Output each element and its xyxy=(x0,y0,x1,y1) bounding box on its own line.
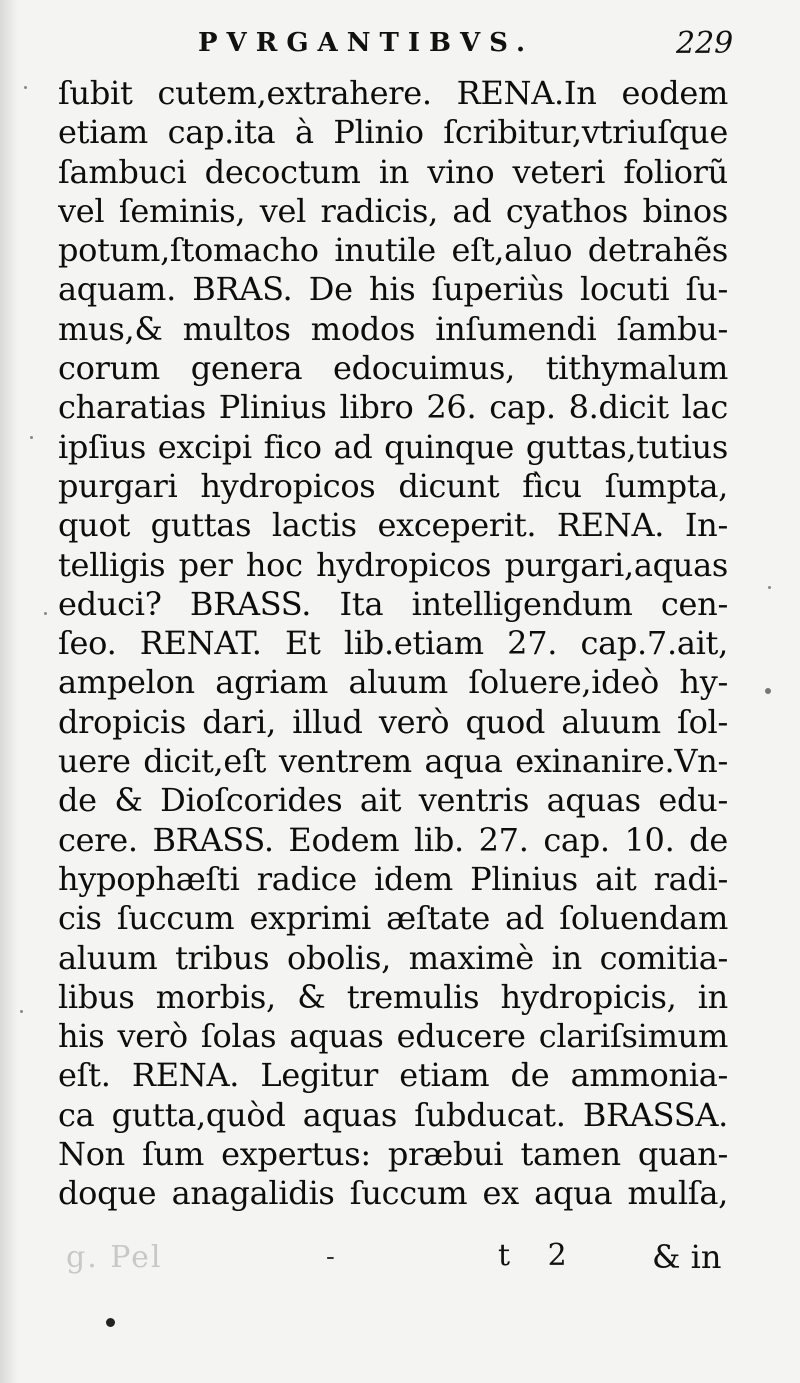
page-footer xyxy=(0,1236,800,1276)
text-line: libus morbis, & tremulis hydropicis, in xyxy=(58,977,728,1016)
text-line: dropicis dari, illud verò quod aluum ſol- xyxy=(58,702,728,741)
text-line: potum,ſtomacho inutile eſt,aluo detrahẽs xyxy=(58,231,728,270)
text-line: etiam cap.ita à Plinio ſcribitur,vtriuſque xyxy=(58,113,728,152)
text-line: uere dicit,eſt ventrem aqua exinanire.Vn- xyxy=(58,742,728,781)
text-line: vel ſeminis, vel radicis, ad cyathos binos xyxy=(58,191,728,230)
text-line: his verò ſolas aquas educere clariſsimum xyxy=(58,1017,728,1056)
page-header xyxy=(0,24,800,74)
ink-speck xyxy=(30,436,33,439)
text-line: eſt. RENA. Legitur etiam de ammonia- xyxy=(58,1056,728,1095)
text-line: educi? BRASS. Ita intelligendum cen- xyxy=(58,584,728,623)
text-line: cere. BRASS. Eodem lib. 27. cap. 10. de xyxy=(58,820,728,859)
text-line: ipſius excipi fico ad quinque guttas,tutius xyxy=(58,427,728,466)
text-line: Non ſum expertus: præbui tamen quan- xyxy=(58,1135,728,1174)
text-line: ſeo. RENAT. Et lib.etiam 27. cap.7.ait, xyxy=(58,624,728,663)
ink-speck xyxy=(20,1010,23,1013)
bleed-through-text: g. Pel xyxy=(66,1240,163,1275)
text-line: ca gutta,quòd aquas ſubducat. BRASSA. xyxy=(58,1095,728,1134)
text-line: purgari hydropicos dicunt fìcu ſumpta, xyxy=(58,466,728,505)
text-line: cis ſuccum exprimi æſtate ad ſoluendam xyxy=(58,899,728,938)
text-line: ampelon agriam aluum ſoluere,ideò hy- xyxy=(58,663,728,702)
footer-dash: - xyxy=(326,1242,335,1272)
ink-speck xyxy=(44,612,47,615)
body-text xyxy=(58,74,728,1214)
running-head: PVRGANTIBVS. xyxy=(198,28,535,58)
text-line: quot guttas lactis exceperit. RENA. In- xyxy=(58,506,728,545)
text-line: ſambuci decoctum in vino veteri foliorũ xyxy=(58,152,728,191)
ink-speck xyxy=(768,586,771,589)
text-line: corum genera edocuimus, tithymalum xyxy=(58,349,728,388)
ink-dot xyxy=(106,1318,115,1327)
text-line: doque anagalidis ſuccum ex aqua mulſa, xyxy=(58,1174,728,1213)
catchword: & in xyxy=(652,1238,722,1276)
text-line: aluum tribus obolis, maximè in comitia- xyxy=(58,938,728,977)
ink-speck xyxy=(765,688,771,694)
text-line: ſubit cutem,extrahere. RENA.In eodem xyxy=(58,74,728,112)
text-line: aquam. BRAS. De his ſuperiùs locuti ſu- xyxy=(58,270,728,309)
page-number: 229 xyxy=(676,26,734,61)
ink-speck xyxy=(24,86,27,89)
text-line: charatias Plinius libro 26. cap. 8.dicit lac xyxy=(58,388,728,427)
text-line: hypophæſti radice idem Plinius ait radi- xyxy=(58,859,728,898)
text-line: telligis per hoc hydropicos purgari,aquas xyxy=(58,545,728,584)
text-line: de & Dioſcorides ait ventris aquas edu- xyxy=(58,781,728,820)
signature-mark: t 2 xyxy=(498,1238,581,1273)
page-gutter-shadow xyxy=(0,0,18,1383)
text-line: mus,& multos modos inſumendi ſambu- xyxy=(58,309,728,348)
